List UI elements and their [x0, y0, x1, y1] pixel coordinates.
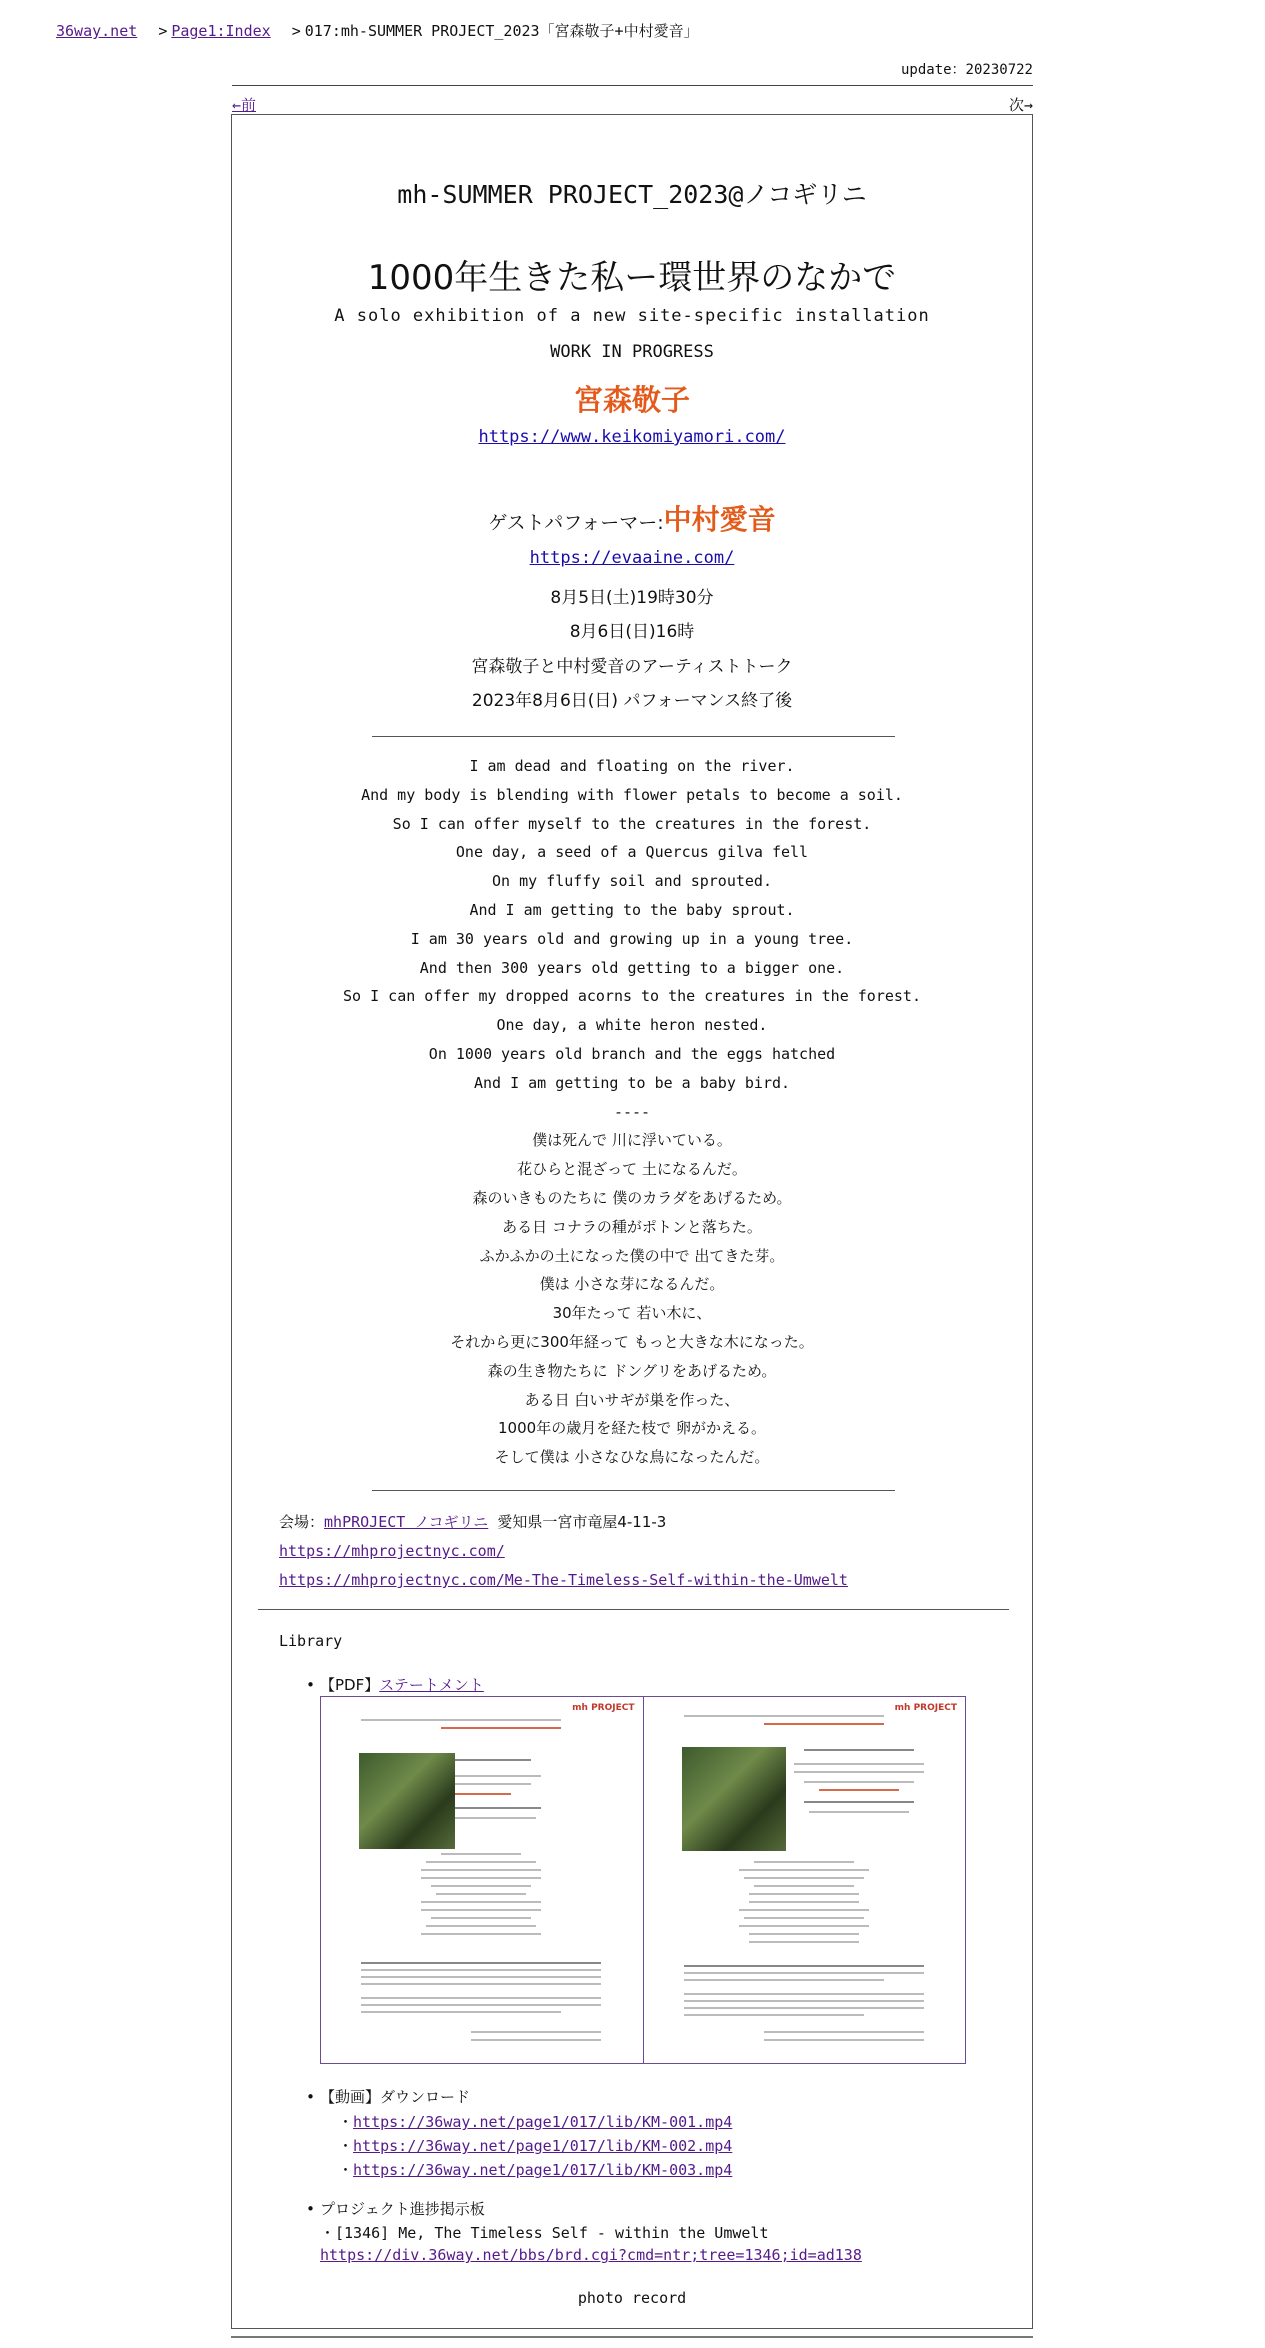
video-item: ・https://36way.net/page1/017/lib/KM-002.mp4: [338, 2137, 733, 2155]
poem-line: And then 300 years old getting to a bigger one.: [419, 958, 845, 977]
breadcrumb-current: 017:mh-SUMMER PROJECT_2023「宮森敬子+中村愛音」: [304, 22, 699, 40]
venue-name-link[interactable]: mhPROJECT ノコギリニ: [324, 1513, 489, 1531]
poem-line-jp: ふかふかの土になった僕の中で 出てきた芽。: [479, 1246, 785, 1265]
pdf-photo: [682, 1747, 786, 1851]
poem-line-jp: それから更に300年経って もっと大きな木になった。: [450, 1332, 814, 1351]
pdf-page-jp[interactable]: [321, 1697, 644, 2063]
poem-line: And my body is blending with flower petals to become a soil.: [361, 785, 903, 804]
bullet: •: [306, 2200, 316, 2218]
poem: [232, 752, 1032, 1472]
video-link-1[interactable]: https://36way.net/page1/017/lib/KM-001.mp4: [353, 2113, 733, 2131]
poem-line: So I can offer my dropped acorns to the creatures in the forest.: [343, 987, 921, 1006]
top-divider: [232, 85, 1033, 86]
library-heading: Library: [279, 1632, 343, 1650]
breadcrumb-index-link[interactable]: Page1:Index: [171, 22, 271, 40]
event-date-1: 8月5日(土)19時30分: [550, 588, 714, 608]
pdf-logo: mh PROJECT: [894, 1703, 957, 1713]
poem-line: I am dead and floating on the river.: [469, 757, 795, 775]
venue-address: 愛知県一宮市竜屋4-11-3: [497, 1513, 667, 1531]
list-item-video: [306, 2086, 470, 2107]
pdf-page-en[interactable]: [644, 1697, 966, 2063]
poem-line-jp: そして僕は 小さなひな鳥になったんだ。: [494, 1448, 770, 1467]
poem-line: On 1000 years old branch and the eggs hatched: [428, 1044, 836, 1063]
event-date-2: 8月6日(日)16時: [569, 622, 695, 642]
venue-info: [279, 1508, 848, 1595]
list-item-board: [306, 2198, 485, 2219]
artist-name: 宮森敬子: [573, 383, 690, 417]
guest-url-link[interactable]: https://evaaine.com/: [529, 548, 735, 568]
poem-line-jp: 森のいきものたちに 僕のカラダをあげるため。: [472, 1188, 792, 1207]
artist-talk-date: 2023年8月6日(日) パフォーマンス終了後: [471, 691, 793, 711]
pdf-prefix: 【PDF】: [320, 1676, 380, 1694]
poem-divider: ----: [613, 1102, 651, 1121]
poem-line: So I can offer myself to the creatures in the forest.: [392, 814, 872, 833]
video-label: 【動画】ダウンロード: [320, 2088, 471, 2106]
pdf-preview[interactable]: [320, 1696, 966, 2064]
divider: [258, 1609, 1009, 1610]
artist-url-link[interactable]: https://www.keikomiyamori.com/: [478, 427, 786, 447]
poem-line-jp: 花ひらと混ざって 土になるんだ。: [517, 1160, 747, 1179]
video-link-3[interactable]: https://36way.net/page1/017/lib/KM-003.mp4: [353, 2161, 733, 2179]
poem-line: I am 30 years old and growing up in a young tree.: [410, 929, 854, 948]
photo-record-heading: photo record: [577, 2289, 687, 2307]
board-item: ・[1346] Me, The Timeless Self - within the Umwelt: [320, 2224, 769, 2242]
poem-line-jp: 僕は 小さな芽になるんだ。: [539, 1275, 725, 1294]
work-in-progress: WORK IN PROGRESS: [550, 342, 714, 362]
divider: [372, 1490, 895, 1491]
breadcrumb: [56, 20, 699, 41]
artist-talk: 宮森敬子と中村愛音のアーティストトーク: [471, 657, 793, 677]
subtitle: A solo exhibition of a new site-specific installation: [334, 306, 930, 326]
pdf-logo: mh PROJECT: [572, 1703, 635, 1713]
venue-url-link[interactable]: https://mhprojectnyc.com/: [279, 1542, 505, 1560]
divider: [372, 736, 895, 737]
breadcrumb-separator: >: [291, 22, 301, 40]
page-title: 1000年生きた私ー環世界のなかで: [367, 258, 897, 298]
board-label: プロジェクト進捗掲示板: [320, 2200, 485, 2218]
pdf-photo: [359, 1753, 455, 1849]
guest-performer: [232, 498, 1032, 538]
poem-line-jp: 30年たって 若い木に、: [552, 1304, 712, 1323]
list-item-pdf: [306, 1674, 484, 1695]
bottom-divider: [231, 2336, 1033, 2338]
poem-line-jp: ある日 コナラの種がポトンと落ちた。: [502, 1217, 762, 1236]
poem-line: And I am getting to be a baby bird.: [473, 1073, 791, 1092]
board-link[interactable]: https://div.36way.net/bbs/brd.cgi?cmd=ntr;tree=1346;id=ad138: [320, 2246, 862, 2264]
bullet: •: [306, 1676, 316, 1694]
project-title: mh-SUMMER PROJECT_2023@ノコギリニ: [397, 180, 867, 209]
poem-line-jp: 1000年の歳月を経た枝で 卵がかえる。: [498, 1419, 766, 1438]
prev-link[interactable]: ←前: [232, 96, 257, 114]
poem-line-jp: 森の生き物たちに ドングリをあげるため。: [487, 1361, 777, 1380]
poem-line: On my fluffy soil and sprouted.: [492, 872, 772, 891]
breadcrumb-home-link[interactable]: 36way.net: [56, 22, 138, 40]
venue-label: 会場：: [279, 1513, 325, 1531]
statement-pdf-link[interactable]: ステートメント: [379, 1676, 484, 1694]
next-link[interactable]: 次→: [1008, 96, 1033, 114]
poem-line: One day, a white heron nested.: [496, 1016, 768, 1035]
poem-line-jp: ある日 白いサギが巣を作った、: [524, 1390, 740, 1409]
guest-label: ゲストパフォーマー:: [488, 512, 664, 534]
bullet: •: [306, 2088, 316, 2106]
update-date: update：20230722: [900, 62, 1033, 78]
video-item: ・https://36way.net/page1/017/lib/KM-001.mp4: [338, 2113, 733, 2131]
poem-line: One day, a seed of a Quercus gilva fell: [455, 843, 809, 862]
breadcrumb-separator: >: [158, 22, 168, 40]
poem-line: And I am getting to the baby sprout.: [469, 900, 795, 919]
poem-line-jp: 僕は死んで 川に浮いている。: [532, 1131, 732, 1150]
video-link-2[interactable]: https://36way.net/page1/017/lib/KM-002.mp4: [353, 2137, 733, 2155]
guest-name: 中村愛音: [663, 503, 776, 536]
video-item: ・https://36way.net/page1/017/lib/KM-003.mp4: [338, 2161, 733, 2179]
venue-project-link[interactable]: https://mhprojectnyc.com/Me-The-Timeless-Self-within-the-Umwelt: [279, 1571, 848, 1589]
